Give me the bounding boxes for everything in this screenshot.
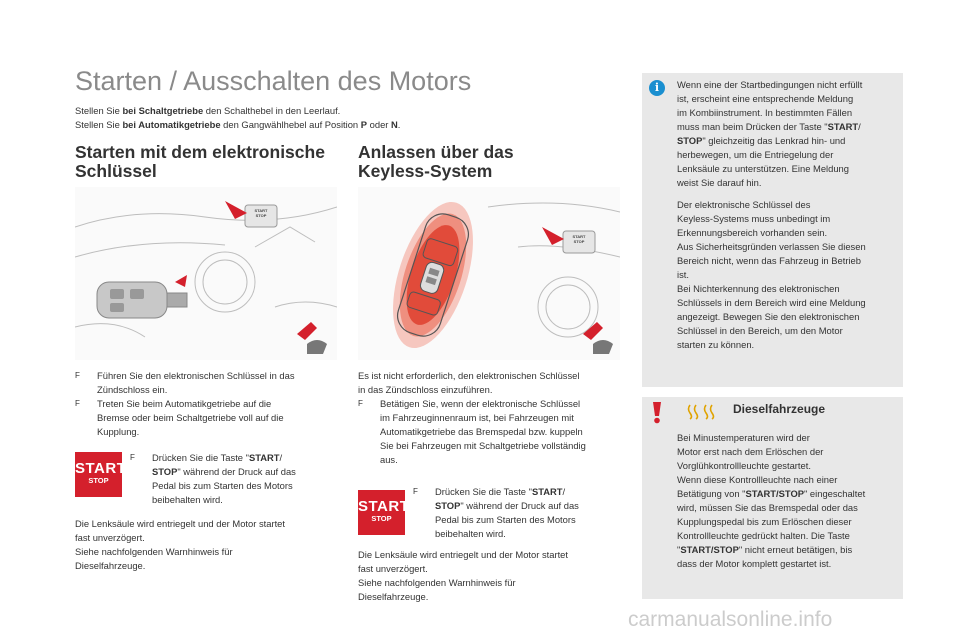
middle-heading-l1: Anlassen über das [358, 142, 514, 162]
left-heading-l1: Starten mit dem elektronische [75, 142, 325, 162]
ms-l3: Pedal bis zum Starten des Motors [435, 514, 576, 525]
illus-start-l2: STOP [255, 213, 267, 218]
ls-l1-bold: START [248, 452, 280, 463]
bullet-mark: F [75, 371, 80, 380]
info-p1-l2: ist, erscheint eine entsprechende Meldung [677, 93, 854, 104]
ls-l4: beibehalten wird. [152, 494, 223, 505]
left-footer-l3: Siehe nachfolgenden Warnhinweis für [75, 546, 233, 557]
left-start-step [130, 451, 330, 507]
intro-line1-bold: bei Schaltgetriebe [122, 105, 204, 116]
info-l4-pre: muss man beim Drücken der Taste " [677, 121, 828, 132]
left-bullet-2-l1: Treten Sie beim Automatikgetriebe auf die [97, 398, 272, 409]
middle-bullet-l3: Automatikgetriebe das Bremspedal bzw. kuppeln [380, 426, 583, 437]
diesel-l4: Wenn diese Kontrollleuchte nach einer [677, 474, 838, 485]
info-l5-bold: STOP [677, 135, 703, 146]
intro-oder: oder [367, 119, 392, 130]
info-p2-l9: angezeigt. Bewegen Sie den elektronischen [677, 311, 860, 322]
intro-line2-post: den Gangwählhebel auf Position [220, 119, 361, 130]
middle-bullet-l1: Betätigen Sie, wenn der elektronische Schlüssel [380, 398, 581, 409]
left-bullet-2 [75, 397, 345, 439]
intro-n: N [391, 119, 398, 130]
intro-p: P [360, 119, 368, 130]
info-p2-l8: Schlüssels in dem Bereich wird eine Meldung [677, 297, 866, 308]
page-title: Starten / Ausschalten des Motors [75, 66, 472, 96]
info-p2-l3: Erkennungsbereich vorhanden sein. [677, 227, 828, 238]
key-ignition-illustration [75, 187, 337, 360]
middle-footer-l3: Siehe nachfolgenden Warnhinweis für [358, 577, 516, 588]
diesel-l9-pre: " [677, 544, 681, 555]
left-bullet-1-l2: Zündschloss ein. [97, 384, 168, 395]
info-p1-l3: im Kombiinstrument. In bestimmten Fällen [677, 107, 853, 118]
middle-bullet-l4: Sie bei Fahrzeugen mit Schaltgetriebe vollständig [380, 440, 586, 451]
ls-l3: Pedal bis zum Starten des Motors [152, 480, 293, 491]
left-footer-l1: Die Lenksäule wird entriegelt und der Motor startet [75, 518, 286, 529]
diesel-text [677, 431, 901, 571]
info-p2-l6: ist. [677, 269, 689, 280]
info-box [642, 73, 903, 387]
left-heading-l2: Schlüssel [75, 161, 157, 181]
info-spacer [677, 190, 901, 198]
info-p1-l6: herbewegen, um die Entriegelung der [677, 149, 834, 160]
ls-l1-pre: Drücken Sie die Taste " [152, 452, 249, 463]
left-bullet-2-l2: Bremse oder beim Schaltgetriebe voll auf die [97, 412, 284, 423]
left-bullet-1-l1: Führen Sie den elektronischen Schlüssel in das [97, 370, 295, 381]
start-label: START [358, 498, 410, 515]
diesel-l2: Motor erst nach dem Erlöschen der [677, 446, 824, 457]
left-bullet-1 [75, 369, 345, 397]
key-fob-shape [97, 282, 187, 318]
info-p1-l1: Wenn eine der Startbedingungen nicht erfüllt [677, 79, 863, 90]
bullet-mark: F [358, 399, 363, 408]
ms-l2-post: " während der Druck auf das [460, 500, 579, 511]
middle-footer-l1: Die Lenksäule wird entriegelt und der Motor startet [358, 549, 569, 560]
intro-text [75, 104, 400, 132]
diesel-l3: Vorglühkontrollleuchte gestartet. [677, 460, 811, 471]
intro-line1-post: den Schalthebel in den Leerlauf. [203, 105, 341, 116]
diesel-l9-bold: START/STOP [680, 544, 739, 555]
diesel-l8: Kontrollleuchte gedrückt halten. Die Taste [677, 530, 850, 541]
ls-l2-post: " während der Druck auf das [177, 466, 296, 477]
info-text [677, 78, 901, 352]
info-p1-l8: weist Sie darauf hin. [677, 177, 762, 188]
illus-start-l1: START [254, 208, 268, 213]
ms-l1-pre: Drücken Sie die Taste " [435, 486, 532, 497]
diesel-l7: Kupplungspedal bis zum Erlöschen dieser [677, 516, 852, 527]
left-bullet-2-l3: Kupplung. [97, 426, 140, 437]
dashboard-key-drawing [75, 187, 337, 360]
info-p2-l11: starten zu können. [677, 339, 755, 350]
ms-l1-bold: START [531, 486, 563, 497]
info-p2-l10: Schlüssel in den Bereich, um den Motor [677, 325, 843, 336]
info-icon: i [649, 80, 665, 96]
middle-para-l1: Es ist nicht erforderlich, den elektronischen Schlüssel [358, 370, 580, 381]
middle-footer-l2: fast unverzögert. [358, 563, 428, 574]
watermark: carmanualsonline.info [628, 608, 833, 631]
diesel-l9-post: " nicht erneut betätigen, bis [738, 544, 853, 555]
diesel-l5-bold: START/STOP [745, 488, 804, 499]
exclamation-icon [650, 402, 664, 424]
middle-bullet-l5: aus. [380, 454, 398, 465]
info-l5-post: " gleichzeitig das Lenkrad hin- und [702, 135, 846, 146]
left-start-step-bullet [130, 451, 330, 507]
ms-l1-post: / [562, 486, 566, 497]
middle-heading-l2: Keyless-System [358, 161, 493, 181]
diesel-l5-post: " eingeschaltet [804, 488, 866, 499]
middle-para-l2: in das Zündschloss einzuführen. [358, 384, 493, 395]
ms-l2-bold: STOP [435, 500, 461, 511]
middle-text [358, 369, 628, 467]
bullet-mark: F [75, 399, 80, 408]
bullet-mark: F [413, 487, 418, 496]
stop-label: STOP [88, 476, 109, 485]
start-stop-button-middle [358, 490, 410, 535]
intro-line2-pre: Stellen Sie [75, 119, 123, 130]
illus-start2-l2: STOP [573, 239, 585, 244]
info-p1-l7: Lenksäule zu unterstützen. Eine Meldung [677, 163, 849, 174]
info-p2-l4: Aus Sicherheitsgründen verlassen Sie diesen [677, 241, 866, 252]
diesel-l5-pre: Betätigung von " [677, 488, 746, 499]
left-heading [75, 143, 325, 181]
intro-end: . [397, 119, 401, 130]
middle-heading [358, 143, 514, 181]
glow-plug-icon [686, 403, 716, 421]
left-bullets [75, 369, 345, 439]
keyless-car-drawing [358, 187, 620, 360]
ls-l2-bold: STOP [152, 466, 178, 477]
start-label: START [75, 460, 127, 477]
info-p2-l7: Bei Nichterkennung des elektronischen [677, 283, 840, 294]
ls-l1-post: / [279, 452, 283, 463]
left-footer-l2: fast unverzögert. [75, 532, 145, 543]
middle-bullet-l2: im Fahrzeuginnenraum ist, bei Fahrzeugen mit [380, 412, 574, 423]
diesel-l1: Bei Minustemperaturen wird der [677, 432, 810, 443]
diesel-l10: dass der Motor komplett gestartet ist. [677, 558, 832, 569]
middle-start-step-bullet [413, 485, 623, 541]
middle-bullet [358, 397, 628, 467]
start-stop-button-left [75, 452, 127, 497]
left-footer [75, 517, 345, 573]
left-footer-l4: Dieselfahrzeuge. [75, 560, 146, 571]
bullet-mark: F [130, 453, 135, 462]
info-p2-l5: Bereich nicht, wenn das Fahrzeug in Betrieb [677, 255, 861, 266]
illus-start2-l1: START [572, 234, 586, 239]
stop-label: STOP [371, 514, 392, 523]
middle-start-step [413, 485, 623, 541]
diesel-box [642, 397, 903, 599]
info-l4-post: / [858, 121, 861, 132]
illus-start-label [246, 208, 276, 218]
intro-line2-bold: bei Automatikgetriebe [122, 119, 221, 130]
info-p2-l1: Der elektronische Schlüssel des [677, 199, 811, 210]
diesel-l6: wird, müssen Sie das Bremspedal oder das [677, 502, 858, 513]
diesel-title: Dieselfahrzeuge [733, 402, 826, 416]
illus-start-label-2 [564, 234, 594, 244]
middle-footer-l4: Dieselfahrzeuge. [358, 591, 429, 602]
intro-line1-pre: Stellen Sie [75, 105, 123, 116]
ms-l4: beibehalten wird. [435, 528, 506, 539]
keyless-illustration [358, 187, 620, 360]
middle-footer [358, 548, 628, 604]
info-p2-l2: Keyless-Systems muss unbedingt im [677, 213, 831, 224]
info-l4-bold: START [827, 121, 859, 132]
